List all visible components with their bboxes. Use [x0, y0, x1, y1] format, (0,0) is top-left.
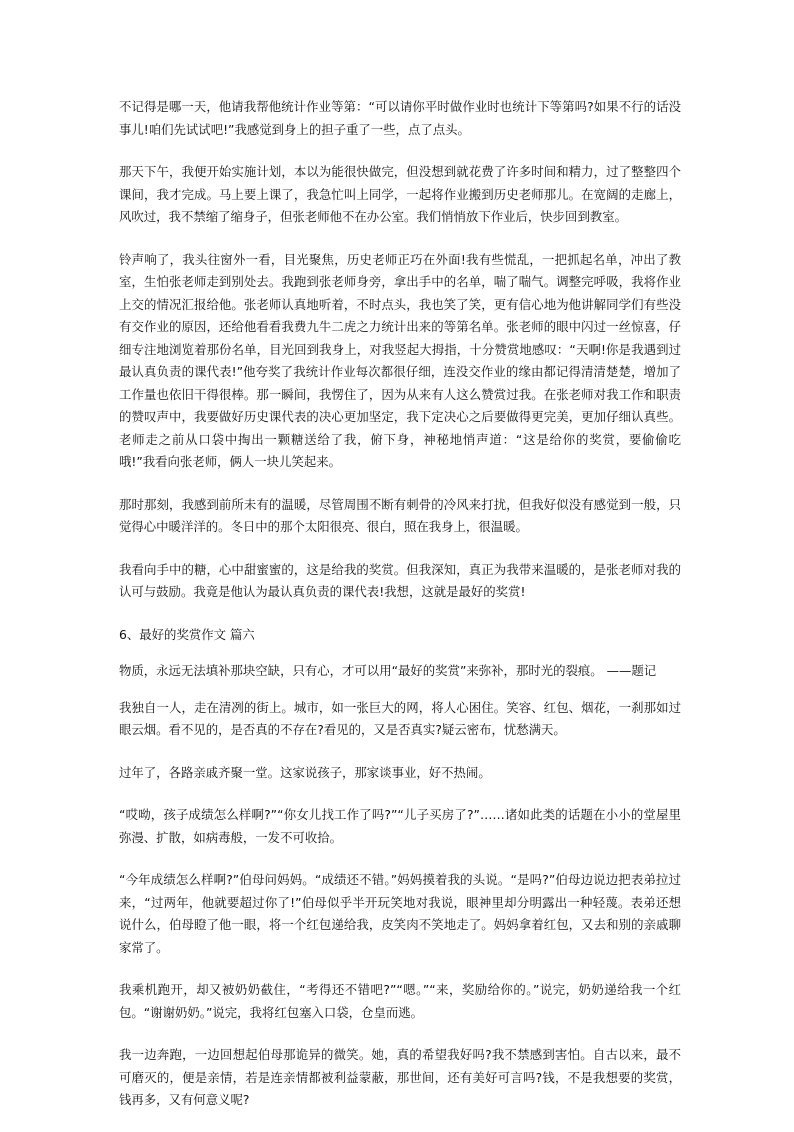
- paragraph-5: 我看向手中的糖，心中甜蜜蜜的，这是给我的奖赏。但我深知，真正为我带来温暖的，是张老师对我的认可与鼓励。我竟是他认为最认真负责的课代表!我想，这就是最好的奖赏!: [119, 561, 681, 599]
- epigraph: 物质，永远无法填补那块空缺，只有心，才可以用“最好的奖赏”来弥补，那时光的裂痕。 ——题记: [119, 663, 657, 678]
- section-heading: 6、最好的奖赏作文 篇六: [119, 626, 255, 642]
- document-body: [119, 96, 681, 1132]
- paragraph-9: “今年成绩怎么样啊?”伯母问妈妈。“成绩还不错。”妈妈摸着我的头说。“是吗?”伯母边说边把表弟拉过来，“过两年，他就要超过你了!”伯母似乎半开玩笑地对我说，眼神里却分明露出一种轻蔑。表弟还想说什么，伯母瞪了他一眼，将一个红包递给我，皮笑肉不笑地走了。妈妈拿着红包，又去和别的亲戚聊家常了。: [119, 872, 681, 955]
- paragraph-10: 我乘机跑开，却又被奶奶截住，“考得还不错吧?”“嗯。”“来，奖励给你的。”说完，奶奶递给我一个红包。“谢谢奶奶。”说完，我将红包塞入口袋，仓皇而逃。: [119, 982, 681, 1020]
- paragraph-3: 铃声响了，我头往窗外一看，目光聚焦，历史老师正巧在外面!我有些慌乱，一把抓起名单，冲出了教室，生怕张老师走到别处去。我跑到张老师身旁，拿出手中的名单，喘了喘气。调整完呼吸，我将作业上交的情况汇报给他。张老师认真地听着，不时点头，我也笑了笑，更有信心地为他讲解同学们有些没有交作业的原因，还给他看看我费九牛二虎之力统计出来的等第名单。张老师的眼中闪过一丝惊喜，仔细专注地浏览着那份名单，目光回到我身上，对我竖起大拇指，十分赞赏地感叹：“天啊!你是我遇到过最认真负责的课代表!”他夸奖了我统计作业每次都很仔细，连没交作业的缘由都记得清清楚楚，增加了工作量也依旧干得很棒。那一瞬间，我愣住了，因为从来有人这么赞赏过我。在张老师对我工作和职责的赞叹声中，我要做好历史课代表的决心更加坚定，我下定决心之后要做得更完美，更加仔细认真些。老师走之前从口袋中掏出一颗糖送给了我，俯下身，神秘地悄声道：“这是给你的奖赏，要偷偷吃哦!”我看向张老师，俩人一块儿笑起来。: [119, 251, 681, 469]
- paragraph-1: 不记得是哪一天，他请我帮他统计作业等第：“可以请你平时做作业时也统计下等第吗?如果不行的话没事儿!咱们先试试吧!”我感觉到身上的担子重了一些，点了点头。: [119, 99, 681, 137]
- paragraph-2: 那天下午，我便开始实施计划，本以为能很快做完，但没想到就花费了许多时间和精力，过了整整四个课间，我才完成。马上要上课了，我急忙叫上同学，一起将作业搬到历史老师那儿。在宽阔的走廊上，风吹过，我不禁缩了缩身子，但张老师他不在办公室。我们悄悄放下作业后，快步回到教室。: [119, 164, 681, 224]
- paragraph-6: 我独自一人，走在清冽的街上。城市，如一张巨大的网，将人心困住。笑容、红包、烟花，一刹那如过眼云烟。看不见的，是否真的不存在?看见的，又是否真实?疑云密布，忧愁满天。: [119, 699, 681, 737]
- paragraph-4: 那时那刻，我感到前所未有的温暖，尽管周围不断有刺骨的冷风来打扰，但我好似没有感觉到一般，只觉得心中暖洋洋的。冬日中的那个太阳很亮、很白，照在我身上，很温暖。: [119, 496, 681, 534]
- paragraph-8: “哎呦，孩子成绩怎么样啊?”“你女儿找工作了吗?”“儿子买房了?”……诸如此类的话题在小小的堂屋里弥漫、扩散，如病毒般，一发不可收拾。: [119, 807, 681, 845]
- paragraph-11: 我一边奔跑，一边回想起伯母那诡异的微笑。她，真的希望我好吗?我不禁感到害怕。自古以来，最不可磨灭的，便是亲情，若是连亲情都被利益蒙蔽，那世间，还有美好可言吗?钱，不是我想要的奖赏，钱再多，又有何意义呢?: [119, 1047, 681, 1107]
- paragraph-7: 过年了，各路亲戚齐聚一堂。这家说孩子，那家谈事业，好不热闹。: [119, 764, 491, 780]
